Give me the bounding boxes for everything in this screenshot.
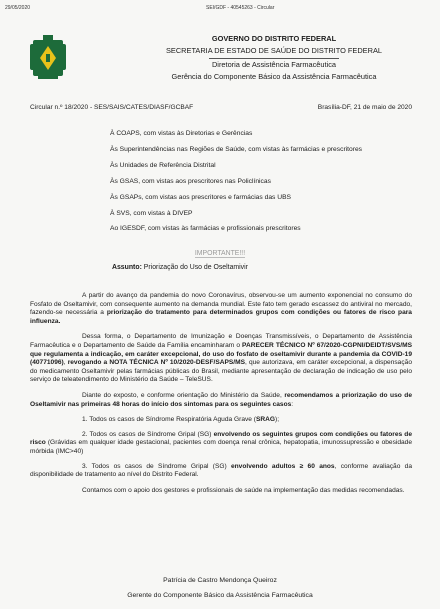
header-directorate: Diretoria de Assistência Farmacêutica [211,59,337,69]
case-item-1: 1. Todos os casos de Síndrome Respiratória Aguda Grave (SRAG); [82,416,280,424]
recipient-item: À SVS, com vistas à DIVEP [110,209,193,217]
header-management: Gerência do Componente Básico da Assistência Farmacêutica [171,72,377,82]
recipient-item: Às GSAS, com vistas aos prescritores nas Policlínicas [110,177,271,185]
subject-text: Priorização do Uso de Oseltamivir [143,264,248,271]
recipient-item: Às Superintendências nas Regiões de Saúde, com vistas às farmácias e prescritores [110,145,363,153]
recipient-item: Às Unidades de Referência Distrital [110,161,216,169]
paragraph-technical-opinion: Dessa forma, o Departamento de Imunização e Doenças Transmissíveis, o Departamento de Assistência Farmacêutica e o Departamento de Saúde da Família encaminharam o PARECER TÉCNICO Nº 67/2020-CGPNI/DEIDT/SVS/MS que regulamenta a indicação, em caráter excepcional, do uso do fosfato de oseltamivir durante a pandemia da COVID-19 (40771096), revogando a NOTA TÉCNICA Nº 10/2020-DESF/SAPS/MS, que autorizava, em caráter excepcional, a dispensação do medicamento Oseltamivir pelas farmácias públicas do Brasil, mediante apresentação de declaração de indicação de uso pelo serviço de teleatendimento do Ministério da Saúde – TeleSUS. [30,333,412,384]
sei-code: SEI/GDF - 40545263 - Circular [206,5,275,11]
paragraph-recommendation: Diante do exposto, e conforme orientação do Ministério da Saúde, recomendamos a priorização do uso de Oseltamivir nas primeiras 48 horas do início dos sintomas para os seguintes casos: [30,391,412,408]
letterhead [159,33,389,84]
place-date: Brasília-DF, 21 de maio de 2020 [317,104,412,111]
circular-meta [30,104,412,111]
header-secretariat: SECRETARIA DE ESTADO DE SAÚDE DO DISTRITO FEDERAL [165,46,382,56]
case-item-3: 3. Todos os casos de Síndrome Gripal (SG) envolvendo adultos ≥ 60 anos, conforme avaliação da disponibilidade de tratamento ao nível do Distrito Federal. [30,462,412,479]
circular-number: Circular n.º 18/2020 - SES/SAIS/CATES/DIASF/GCBAF [30,104,194,111]
recipient-list [110,126,362,237]
subject-line [112,264,248,271]
recipient-item: À COAPS, com vistas às Diretorias e Gerências [110,130,253,137]
signer-role: Gerente do Componente Básico da Assistência Farmacêutica [127,591,313,599]
coat-of-arms-logo [30,34,66,80]
header-government: GOVERNO DO DISTRITO FEDERAL [211,34,337,43]
paragraph-context: A partir do avanço da pandemia do novo Coronavírus, observou-se um aumento exponencial no consumo do Fosfato de Oseltamivir, com consequente aumento na demanda mundial. Este fato tem gerado escassez do antiviral no mercado, fazendo-se necessária a priorização do tratamento para determinados grupos com condições ou fatores de risco para influenza. [30,292,412,325]
print-date: 29/05/2020 [5,5,31,11]
signature-block [0,574,440,603]
recipient-item: Ao IGESDF, com vistas às farmácias e profissionais prescritores [110,225,301,233]
case-item-2: 2. Todos os casos de Síndrome Gripal (SG) envolvendo os seguintes grupos com condições ou fatores de risco (Grávidas em qualquer idade gestacional, pacientes com doença renal crônica, hepatopatia, imunossupressão e obesidade mórbida (IMC>40) [30,430,412,455]
subject-label: Assunto: [112,264,142,271]
signer-name: Patrícia de Castro Mendonça Queiroz [163,577,277,584]
recipient-item: Às GSAPs, com vistas aos prescritores e farmácias das UBS [110,193,291,201]
important-heading: IMPORTANTE!!! [194,250,246,257]
letter-body [30,292,412,502]
paragraph-closing: Contamos com o apoio dos gestores e profissionais de saúde na implementação das medidas recomendadas. [82,486,405,494]
